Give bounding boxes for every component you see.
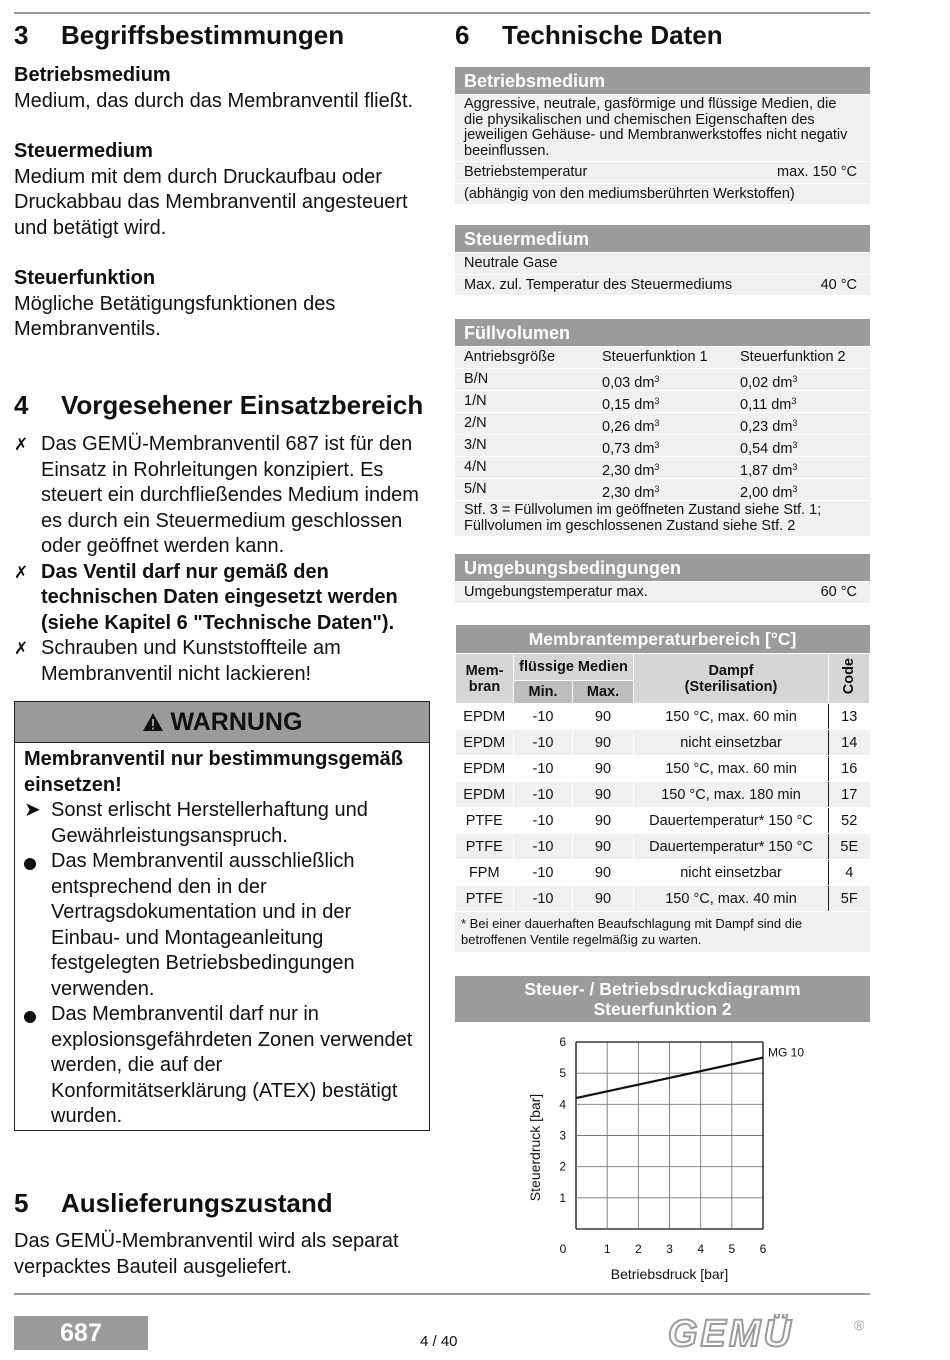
sf1-cell: 0,03 $dm^3$ — [602, 374, 660, 391]
cell-dampf: nicht einsetzbar — [634, 860, 829, 886]
bullet-dot-icon — [24, 849, 36, 878]
cell-code: 5E — [829, 834, 870, 860]
steuermedium-row: Neutrale Gase — [455, 252, 870, 274]
table-row — [456, 834, 870, 860]
section-4-heading: 4 Vorgesehener Einsatzbereich — [14, 390, 424, 420]
cell-code: 14 — [829, 730, 870, 756]
term-steuerfunktion — [14, 266, 430, 343]
betriebsmedium-description: Aggressive, neutrale, gasförmige und flüssige Medien, die die physikalischen und chemischen Eigenschaften des jeweiligen Gehäuse- und Membranwerkstoffes nicht negativ beeinflussen. — [455, 94, 870, 161]
cell-m: PTFE — [456, 834, 514, 860]
cell-code: 13 — [829, 704, 870, 730]
cell-dampf: Dauertemperatur* 150 °C — [634, 834, 829, 860]
cell-dampf: nicht einsetzbar — [634, 730, 829, 756]
fuellvolumen-row — [455, 434, 870, 456]
cell-code: 17 — [829, 782, 870, 808]
list-item: ➤ Sonst erlischt Herstellerhaftung und Gewährleistungsanspruch. — [24, 799, 368, 847]
bullet-dot-icon — [24, 1002, 36, 1031]
steuermedium-temp-row: Max. zul. Temperatur des Steuermediums 40 °C — [455, 274, 870, 296]
warning-triangle-icon — [142, 712, 164, 732]
sf1-cell: 0,26 $dm^3$ — [602, 418, 660, 435]
section-header: Umgebungsbedingungen — [455, 554, 870, 581]
warning-lead: Membranventil nur bestimmungsgemäß einsetzen! — [24, 748, 403, 796]
cell-min: -10 — [514, 808, 573, 834]
fuellvolumen-row — [455, 412, 870, 434]
betriebstemperatur-note: (abhängig von den mediumsberührten Werkstoffen) — [455, 183, 870, 205]
cell-dampf: 150 °C, max. 60 min — [634, 704, 829, 730]
size-cell: 3/N — [464, 437, 487, 453]
betriebsmedium-section — [455, 67, 870, 204]
table-row — [456, 782, 870, 808]
header-membran: Mem-bran — [456, 654, 514, 704]
table-caption: Membrantemperaturbereich [°C] — [456, 625, 870, 654]
cell-max: 90 — [573, 756, 634, 782]
page-number: 4 / 40 — [420, 1333, 458, 1350]
fuellvolumen-row — [455, 368, 870, 390]
term-definition: Mögliche Betätigungsfunktionen des Membranventils. — [14, 292, 336, 340]
chart-title: Steuer- / Betriebsdruckdiagramm — [524, 979, 801, 999]
size-cell: 1/N — [464, 393, 487, 409]
header-fluessig: flüssige Medien — [514, 654, 634, 681]
table-row — [456, 756, 870, 782]
cell-max: 90 — [573, 860, 634, 886]
cell-dampf: 150 °C, max. 180 min — [634, 782, 829, 808]
x-tick-label: 3 — [666, 1242, 673, 1256]
cell-m: EPDM — [456, 704, 514, 730]
sf2-cell: 0,11 $dm^3$ — [740, 396, 797, 413]
y-tick-label: 6 — [559, 1035, 566, 1049]
table-footnote: * Bei einer dauerhaften Beaufschlagung mit Dampf sind die betroffenen Ventile regelmäßig zu warten. — [455, 912, 870, 952]
table-row — [456, 886, 870, 912]
term-title: Steuerfunktion — [14, 267, 156, 289]
size-cell: 2/N — [464, 415, 487, 431]
size-cell: B/N — [464, 371, 489, 387]
term-steuermedium — [14, 139, 430, 241]
section-5-heading: 5 Auslieferungszustand — [14, 1188, 333, 1218]
sf2-cell: 1,87 $dm^3$ — [740, 462, 798, 479]
cell-min: -10 — [514, 782, 573, 808]
x-tick-label: 1 — [603, 1242, 611, 1256]
product-number-badge: 687 — [14, 1316, 148, 1350]
sf2-cell: 2,00 $dm^3$ — [740, 484, 798, 501]
chart-subtitle: Steuerfunktion 2 — [593, 999, 732, 1019]
cell-code: 5F — [829, 886, 870, 912]
cell-m: EPDM — [456, 782, 514, 808]
gemu-logo — [668, 1314, 868, 1359]
y-tick-label: 4 — [559, 1097, 566, 1112]
cell-max: 90 — [573, 808, 634, 834]
cell-m: PTFE — [456, 808, 514, 834]
cell-max: 90 — [573, 886, 634, 912]
sf2-cell: 0,23 $dm^3$ — [740, 418, 798, 435]
sf2-cell: 0,54 $dm^3$ — [740, 440, 798, 457]
sf2-cell: 0,02 $dm^3$ — [740, 374, 798, 391]
table-row — [456, 730, 870, 756]
cell-dampf: 150 °C, max. 40 min — [634, 886, 829, 912]
cell-dampf: Dauertemperatur* 150 °C — [634, 808, 829, 834]
cell-code: 52 — [829, 808, 870, 834]
registered-mark: ® — [854, 1317, 865, 1333]
cell-m: FPM — [456, 860, 514, 886]
header-max: Max. — [573, 681, 634, 704]
warning-box — [14, 701, 430, 1131]
cell-min: -10 — [514, 886, 573, 912]
fuellvolumen-row — [455, 478, 870, 500]
list-item: Das Membranventil ausschließlich entsprechend den in der Vertragsdokumentation und in der Einbau- und Montageanleitung festgelegten Betriebsbedingungen verwenden. — [24, 849, 421, 1002]
y-tick-label: 5 — [559, 1066, 566, 1081]
warning-body — [15, 743, 429, 1130]
arrow-right-icon: ➤ — [24, 799, 41, 821]
cell-max: 90 — [573, 730, 634, 756]
sf1-cell: 2,30 $dm^3$ — [602, 484, 660, 501]
section-header: Steuermedium — [455, 225, 870, 252]
list-item: ✗ Das GEMÜ-Membranventil 687 ist für den Einsatz in Rohrleitungen konzipiert. Es steuert ein durchfließendes Medium indem es durch ein Steuermedium geschlossen oder geöffnet werden kann. — [14, 433, 419, 557]
fuellvolumen-note: Stf. 3 = Füllvolumen im geöffneten Zustand siehe Stf. 1; Füllvolumen im geschlossenen Zustand siehe Stf. 2 — [455, 500, 870, 536]
y-tick-label: 3 — [559, 1128, 566, 1143]
cell-min: -10 — [514, 834, 573, 860]
steuermedium-section — [455, 225, 870, 295]
size-cell: 5/N — [464, 481, 487, 497]
section-6-heading: 6 Technische Daten — [455, 20, 723, 50]
header-min: Min. — [514, 681, 573, 704]
term-title: Betriebsmedium — [14, 64, 171, 86]
cell-m: PTFE — [456, 886, 514, 912]
header-code: Code — [829, 654, 870, 704]
pressure-chart — [455, 1024, 870, 1289]
term-definition: Medium, das durch das Membranventil fließt. — [14, 89, 414, 112]
fuellvolumen-section — [455, 319, 870, 536]
warning-header: WARNUNG — [15, 702, 429, 743]
y-tick-label: 1 — [559, 1190, 566, 1205]
umgebung-section — [455, 554, 870, 603]
list-item: ✗ Das Ventil darf nur gemäß den technischen Daten eingesetzt werden (siehe Kapitel 6 "Technische Daten"). — [14, 560, 398, 634]
table-row — [456, 860, 870, 886]
x-tick-label: 4 — [697, 1242, 705, 1256]
usage-list — [14, 432, 430, 687]
membran-temperature-table — [455, 625, 870, 912]
cross-mark-icon: ✗ — [14, 639, 29, 658]
bottom-rule — [14, 1293, 870, 1295]
delivery-text: Das GEMÜ-Membranventil wird als separat verpacktes Bauteil ausgeliefert. — [14, 1230, 399, 1278]
fuellvolumen-header-row: Antriebsgröße Steuerfunktion 1 Steuerfunktion 2 — [455, 346, 870, 368]
x-tick-label: 0 — [559, 1242, 567, 1256]
table-row — [456, 808, 870, 834]
cell-max: 90 — [573, 834, 634, 860]
chart-header — [455, 976, 870, 1022]
section-header: Betriebsmedium — [455, 67, 870, 94]
series-label: MG 10 — [768, 1045, 805, 1060]
list-item: ✗ Schrauben und Kunststoffteile am Membranventil nicht lackieren! — [14, 637, 341, 685]
logo-text: GEMÜ — [668, 1314, 794, 1354]
betriebstemperatur-row: Betriebstemperatur max. 150 °C — [455, 161, 870, 183]
sf1-cell: 0,15 $dm^3$ — [602, 396, 660, 413]
size-cell: 4/N — [464, 459, 487, 475]
x-tick-label: 6 — [759, 1242, 767, 1256]
cell-dampf: 150 °C, max. 60 min — [634, 756, 829, 782]
y-axis-label: Steuerdruck [bar] — [527, 1093, 543, 1202]
cell-code: 4 — [829, 860, 870, 886]
cell-min: -10 — [514, 860, 573, 886]
cell-code: 16 — [829, 756, 870, 782]
umgebung-row: Umgebungstemperatur max. 60 °C — [455, 581, 870, 603]
term-betriebsmedium — [14, 63, 430, 114]
sf1-cell: 2,30 $dm^3$ — [602, 462, 660, 479]
cell-min: -10 — [514, 730, 573, 756]
section-header: Füllvolumen — [455, 319, 870, 346]
cell-max: 90 — [573, 704, 634, 730]
cross-mark-icon: ✗ — [14, 562, 29, 582]
cross-mark-icon: ✗ — [14, 435, 29, 454]
section-3-heading: 3 Begriffsbestimmungen — [14, 20, 345, 50]
cell-min: -10 — [514, 704, 573, 730]
x-tick-label: 5 — [728, 1242, 736, 1256]
x-tick-label: 2 — [634, 1242, 642, 1256]
fuellvolumen-row — [455, 456, 870, 478]
sf1-cell: 0,73 $dm^3$ — [602, 440, 660, 457]
term-definition: Medium mit dem durch Druckaufbau oder Druckabbau das Membranventil angesteuert und betätigt wird. — [14, 165, 408, 239]
top-rule — [14, 12, 870, 14]
cell-m: EPDM — [456, 756, 514, 782]
cell-m: EPDM — [456, 730, 514, 756]
table-row — [456, 704, 870, 730]
cell-min: -10 — [514, 756, 573, 782]
list-item: Das Membranventil darf nur in explosionsgefährdeten Zonen verwendet werden, die auf der Konformitätserklärung (ATEX) bestätigt wurden. — [24, 1002, 421, 1130]
fuellvolumen-row — [455, 390, 870, 412]
cell-max: 90 — [573, 782, 634, 808]
term-title: Steuermedium — [14, 140, 153, 162]
x-axis-label: Betriebsdruck [bar] — [610, 1266, 729, 1282]
header-dampf: Dampf (Sterilisation) — [634, 654, 829, 704]
y-tick-label: 2 — [559, 1159, 566, 1174]
